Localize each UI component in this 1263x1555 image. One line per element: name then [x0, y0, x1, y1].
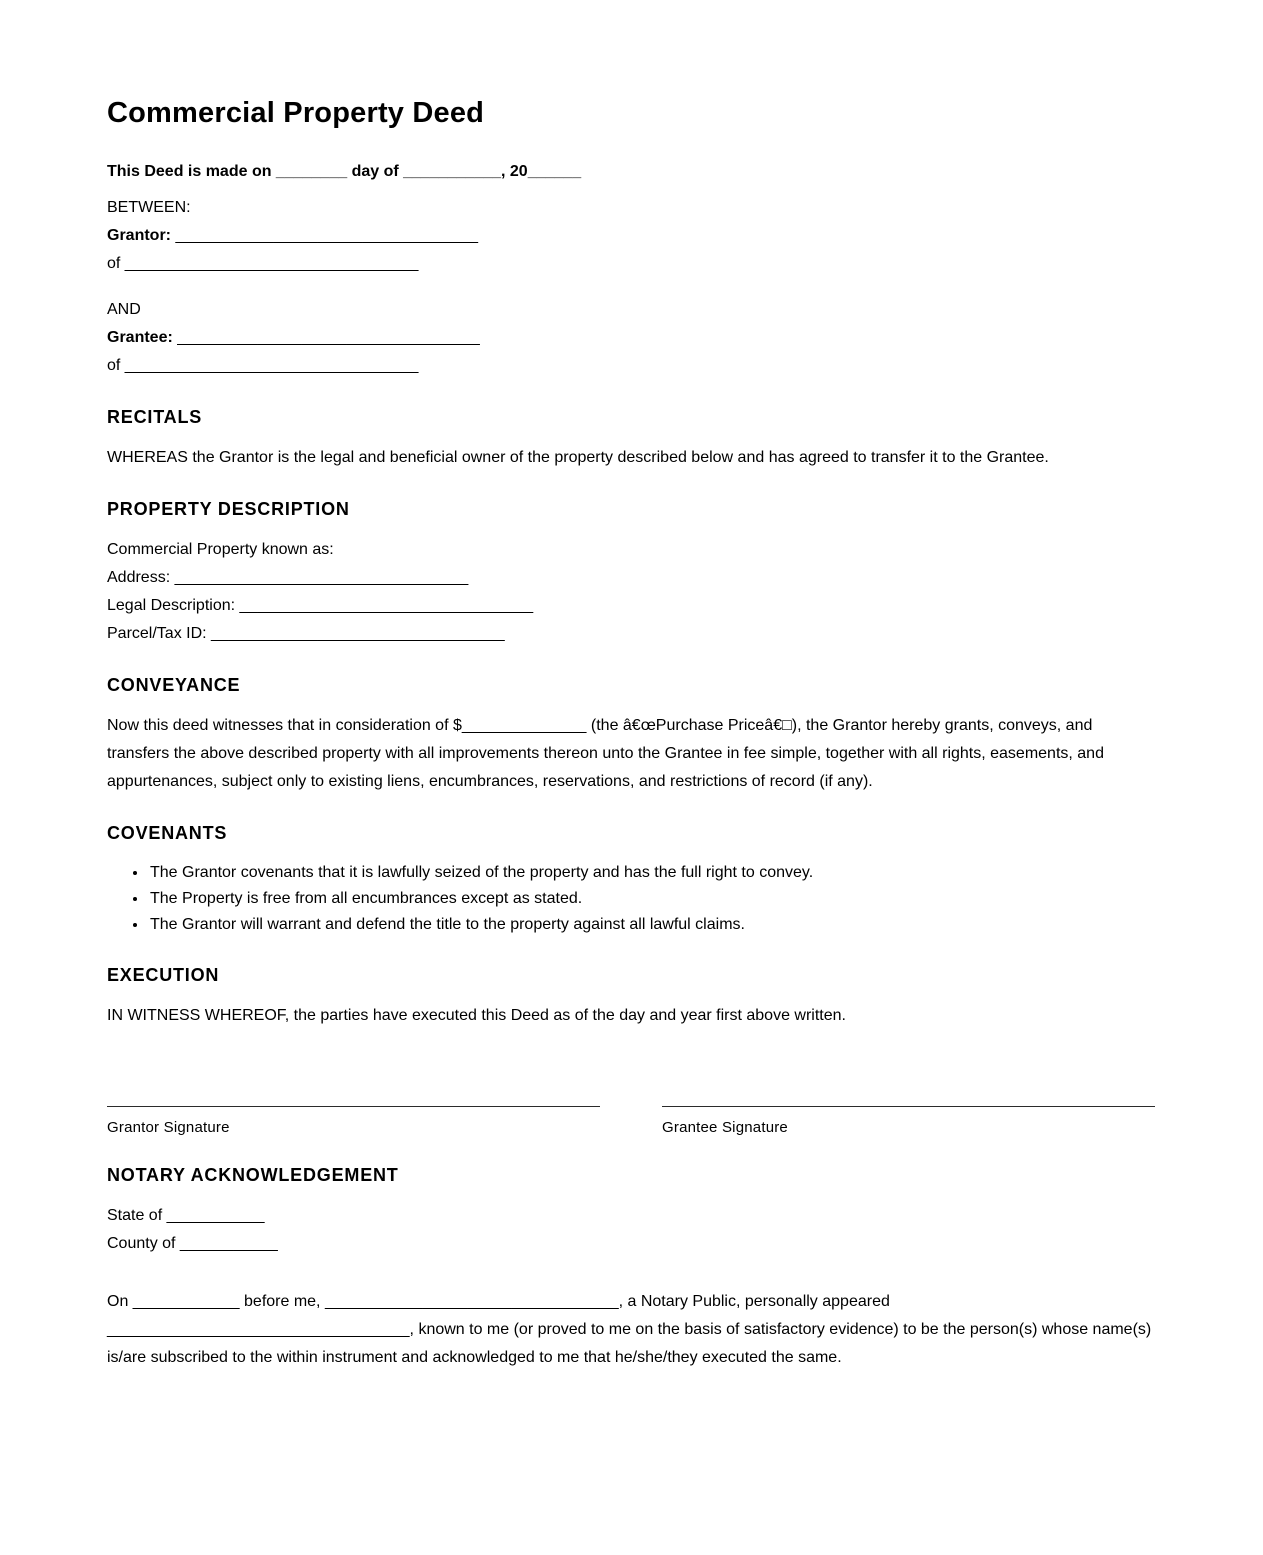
property-parcel-tax-id-line: Parcel/Tax ID: _________________________________ — [107, 625, 505, 642]
grantor-signature-field — [107, 1106, 600, 1138]
covenant-item: • The Grantor covenants that it is lawfully seized of the property and has the full right to convey. — [148, 860, 1155, 886]
conveyance-body: Now this deed witnesses that in consideration of $______________ (the â€œPurchase Priceâ€□), the Grantor hereby grants, conveys, and transfers the above described property with all improvements thereon unto the Grantee in fee simple, together with all rights, easements, and appurtenances, subject only to existing liens, encumbrances, reservations, and restrictions of record (if any). — [107, 717, 1104, 790]
recitals-body: WHEREAS the Grantor is the legal and beneficial owner of the property described below and has agreed to transfer it to the Grantee. — [107, 449, 1049, 466]
notary-acknowledgement-heading: NOTARY ACKNOWLEDGEMENT — [107, 1165, 399, 1185]
made-on-line: This Deed is made on ________ day of ___________, 20______ — [107, 163, 582, 180]
grantee-name-blank: __________________________________ — [172, 329, 480, 346]
notary-county-line: County of ___________ — [107, 1235, 278, 1252]
property-known-as-line: Commercial Property known as: — [107, 541, 334, 558]
grantee-signature-label: Grantee Signature — [662, 1119, 788, 1136]
execution-heading: EXECUTION — [107, 965, 220, 985]
notary-state-line: State of ___________ — [107, 1207, 265, 1224]
covenant-item: • The Property is free from all encumbrances except as stated. — [148, 886, 1155, 912]
grantor-signature-line — [107, 1106, 600, 1107]
grantor-name-blank: __________________________________ — [171, 227, 478, 244]
grantee-of-line: of _________________________________ — [107, 357, 419, 374]
recitals-heading: RECITALS — [107, 407, 203, 427]
notary-body: On ____________ before me, _________________________________, a Notary Public, personally appeared __________________________________, known to me (or proved to me on the basis of satisfactory evidence) to be the person(s) whose name(s) is/are subscribed to the within instrument and acknowledged to me that he/she/they executed the same. — [107, 1293, 1152, 1366]
grantee-signature-line — [662, 1106, 1155, 1107]
property-legal-description-line: Legal Description: _________________________________ — [107, 597, 534, 614]
conveyance-heading: CONVEYANCE — [107, 675, 241, 695]
covenants-heading: COVENANTS — [107, 823, 228, 843]
document-title: Commercial Property Deed — [107, 97, 485, 129]
covenant-item: • The Grantor will warrant and defend the title to the property against all lawful claims. — [148, 912, 1155, 938]
and-label: AND — [107, 301, 141, 318]
grantee-signature-field — [662, 1106, 1155, 1138]
grantor-line — [107, 222, 1155, 250]
between-label: BETWEEN: — [107, 199, 191, 216]
grantor-of-line: of _________________________________ — [107, 255, 419, 272]
grantor-label: Grantor: — [107, 227, 171, 244]
property-description-heading: PROPERTY DESCRIPTION — [107, 499, 350, 519]
grantee-label: Grantee: — [107, 329, 173, 346]
grantee-line — [107, 324, 1155, 352]
property-address-line: Address: _________________________________ — [107, 569, 469, 586]
covenants-list — [107, 860, 1155, 938]
grantor-signature-label: Grantor Signature — [107, 1119, 230, 1136]
execution-body: IN WITNESS WHEREOF, the parties have executed this Deed as of the day and year first above written. — [107, 1007, 846, 1024]
signature-block — [107, 1106, 1155, 1138]
